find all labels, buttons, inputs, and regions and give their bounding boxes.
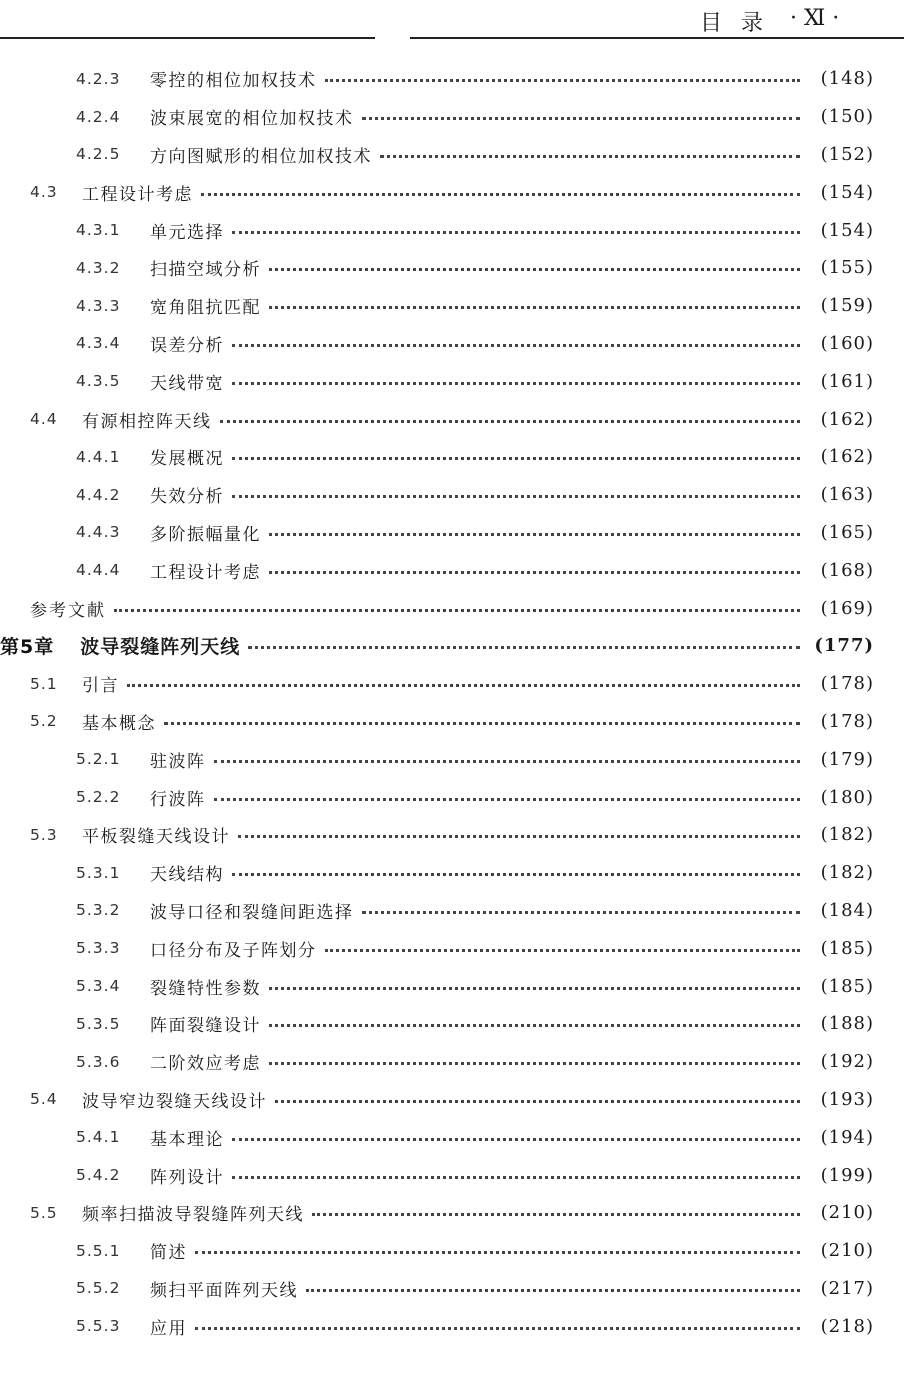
toc-entry-title: 应用 (150, 1318, 187, 1339)
toc-entry-title: 频率扫描波导裂缝阵列天线 (82, 1205, 304, 1226)
toc-entry-title: 多阶振幅量化 (150, 524, 261, 545)
dot-leader (325, 949, 801, 952)
toc-entry-body (76, 520, 904, 545)
toc-entry-body (30, 709, 904, 734)
toc-entry-number: 4.3.5 (76, 372, 121, 391)
dot-leader (232, 457, 800, 460)
toc-entry-page: (152) (820, 143, 874, 165)
toc-entry[interactable] (0, 211, 904, 249)
toc-entry[interactable] (0, 1232, 904, 1270)
toc-entry-number: 5.2.2 (76, 788, 121, 807)
toc-entry-number: 5.3.2 (76, 901, 121, 920)
toc-entry-page: (150) (820, 106, 874, 128)
toc-entry-number: 5.3.1 (76, 863, 121, 882)
toc-entry-title: 失效分析 (150, 487, 224, 508)
toc-chapter-entry[interactable] (0, 627, 904, 665)
toc-entry-body (76, 104, 904, 129)
dot-leader (269, 987, 800, 990)
dot-leader (195, 1327, 800, 1330)
toc-entry-title: 扫描空域分析 (150, 260, 261, 281)
toc-entry[interactable] (0, 740, 904, 778)
toc-entry-number: 4.4 (30, 410, 58, 429)
toc-entry-number: 4.2.5 (76, 145, 121, 164)
toc-entry-title: 工程设计考虑 (150, 562, 261, 583)
toc-entry-title: 基本概念 (82, 713, 156, 734)
toc-entry-page: (182) (820, 862, 874, 884)
toc-entry-number: 4.4.4 (76, 561, 121, 580)
toc-entry-body (76, 1238, 904, 1263)
toc-entry-title: 裂缝特性参数 (150, 978, 261, 999)
toc-entry-page: (193) (820, 1088, 874, 1110)
table-of-contents (0, 60, 904, 1345)
dot-leader (114, 609, 800, 612)
dot-leader (380, 155, 800, 158)
toc-entry-body (30, 407, 904, 432)
toc-entry[interactable] (0, 1307, 904, 1345)
toc-entry[interactable] (0, 287, 904, 325)
dot-leader (232, 344, 800, 347)
dot-leader (195, 1251, 800, 1254)
toc-entry[interactable] (0, 892, 904, 930)
toc-entry[interactable] (0, 325, 904, 363)
dot-leader (232, 231, 800, 234)
toc-entry-title: 波导裂缝阵列天线 (80, 636, 241, 659)
toc-entry-body (76, 255, 904, 280)
dot-leader (312, 1213, 800, 1216)
dot-leader (232, 495, 800, 498)
toc-entry-body (76, 898, 904, 923)
toc-entry-page: (159) (820, 295, 874, 317)
toc-entry[interactable] (0, 400, 904, 438)
toc-entry-body (76, 558, 904, 583)
toc-entry-number: 5.4 (30, 1090, 58, 1109)
toc-entry-page: (154) (820, 181, 874, 203)
toc-entry-number: 第5章 (0, 636, 55, 659)
toc-entry-page: (168) (820, 559, 874, 581)
dot-leader (214, 798, 801, 801)
toc-entry-number: 5.5.1 (76, 1241, 121, 1260)
toc-entry-number: 5.5.3 (76, 1317, 121, 1336)
toc-entry[interactable] (0, 362, 904, 400)
toc-entry-number: 4.3.2 (76, 258, 121, 277)
toc-entry-body (30, 180, 904, 205)
dot-leader (164, 722, 800, 725)
toc-entry-title: 宽角阻抗匹配 (150, 298, 261, 319)
toc-entry-number: 5.1 (30, 674, 58, 693)
toc-entry-page: (178) (820, 673, 874, 695)
toc-entry[interactable] (0, 589, 904, 627)
dot-leader (362, 117, 801, 120)
dot-leader (232, 873, 800, 876)
toc-entry-number: 4.2.4 (76, 107, 121, 126)
dot-leader (248, 646, 800, 649)
toc-entry-page: (154) (820, 219, 874, 241)
toc-entry[interactable] (0, 1270, 904, 1308)
toc-entry-title: 平板裂缝天线设计 (82, 827, 230, 848)
header-rule-right (410, 37, 904, 39)
toc-entry-body (76, 218, 904, 243)
dot-leader (232, 1176, 800, 1179)
toc-entry[interactable] (0, 514, 904, 552)
toc-entry-title: 波束展宽的相位加权技术 (150, 109, 354, 130)
toc-entry-page: (185) (820, 975, 874, 997)
dot-leader (269, 1024, 800, 1027)
toc-entry-body (0, 632, 904, 659)
dot-leader (201, 193, 800, 196)
dot-leader (269, 571, 800, 574)
toc-entry-title: 单元选择 (150, 222, 224, 243)
toc-entry-page: (180) (820, 786, 874, 808)
toc-entry-page: (188) (820, 1013, 874, 1035)
toc-entry-body (76, 1276, 904, 1301)
toc-entry-number: 4.3.3 (76, 296, 121, 315)
dot-leader (238, 835, 800, 838)
toc-entry-title: 天线结构 (150, 865, 224, 886)
toc-entry-number: 5.3.4 (76, 977, 121, 996)
dot-leader (214, 760, 801, 763)
dot-leader (269, 306, 800, 309)
toc-entry-number: 5.3 (30, 825, 58, 844)
toc-entry-number: 4.4.2 (76, 485, 121, 504)
toc-entry-title: 行波阵 (150, 789, 206, 810)
toc-entry-body (76, 293, 904, 318)
toc-entry[interactable] (0, 929, 904, 967)
toc-entry-page: (199) (820, 1164, 874, 1186)
toc-entry-number: 5.4.2 (76, 1166, 121, 1184)
toc-entry[interactable] (0, 249, 904, 287)
toc-entry[interactable] (0, 816, 904, 854)
toc-entry-page: (177) (814, 635, 874, 657)
toc-entry-body (30, 822, 904, 847)
toc-entry-body (76, 1011, 904, 1036)
toc-entry[interactable] (0, 1118, 904, 1156)
toc-entry-title: 波导窄边裂缝天线设计 (82, 1091, 267, 1112)
toc-entry-number: 5.3.5 (76, 1014, 121, 1033)
toc-entry-page: (218) (820, 1315, 874, 1337)
toc-entry-number: 5.2.1 (76, 750, 121, 769)
dot-leader (127, 684, 800, 687)
toc-entry-title: 频扫平面阵列天线 (150, 1280, 298, 1301)
toc-entry-body (76, 747, 904, 772)
toc-entry-body (76, 1125, 904, 1150)
running-title: 目 录 (700, 11, 769, 36)
toc-entry-title: 驻波阵 (150, 751, 206, 772)
toc-entry-title: 口径分布及子阵划分 (150, 940, 317, 961)
toc-entry-page: (182) (820, 824, 874, 846)
toc-entry-body (76, 444, 904, 469)
toc-entry[interactable] (0, 665, 904, 703)
toc-entry-title: 波导口径和裂缝间距选择 (150, 902, 354, 923)
toc-entry[interactable] (0, 1043, 904, 1081)
page-number: · Ⅺ · (790, 6, 840, 31)
toc-entry-number: 4.3 (30, 183, 58, 202)
toc-entry-page: (194) (820, 1126, 874, 1148)
dot-leader (269, 268, 800, 271)
toc-entry-number: 5.5 (30, 1203, 58, 1222)
toc-entry-title: 阵面裂缝设计 (150, 1016, 261, 1037)
toc-entry-body (76, 331, 904, 356)
toc-entry-number: 4.4.3 (76, 523, 121, 542)
toc-entry-number: 4.2.3 (76, 69, 121, 88)
toc-entry[interactable] (0, 967, 904, 1005)
dot-leader (306, 1289, 800, 1292)
toc-entry[interactable] (0, 854, 904, 892)
toc-entry-title: 阵列设计 (150, 1167, 224, 1188)
toc-entry-body (76, 974, 904, 999)
toc-entry-title: 工程设计考虑 (82, 184, 193, 205)
toc-entry-page: (148) (820, 68, 874, 90)
toc-entry-title: 天线带宽 (150, 373, 224, 394)
toc-entry-body (76, 936, 904, 961)
toc-entry-page: (160) (820, 332, 874, 354)
toc-entry-title: 引言 (82, 676, 119, 697)
toc-entry-page: (185) (820, 937, 874, 959)
toc-entry[interactable] (0, 476, 904, 514)
toc-entry-number: 4.3.1 (76, 221, 121, 240)
toc-entry-body (76, 860, 904, 885)
toc-entry-page: (217) (820, 1277, 874, 1299)
toc-entry-title: 简述 (150, 1243, 187, 1264)
toc-entry[interactable] (0, 1005, 904, 1043)
toc-entry-number: 4.3.4 (76, 334, 121, 353)
toc-entry-body (76, 369, 904, 394)
dot-leader (269, 533, 800, 536)
toc-entry-body (76, 785, 904, 810)
toc-entry[interactable] (0, 60, 904, 98)
toc-entry[interactable] (0, 98, 904, 136)
dot-leader (220, 420, 801, 423)
toc-entry-number: 5.3.6 (76, 1052, 121, 1071)
page-header (0, 0, 904, 44)
toc-entry-title: 误差分析 (150, 335, 224, 356)
dot-leader (269, 1062, 800, 1065)
toc-entry-body (76, 1314, 904, 1339)
toc-entry-title: 基本理论 (150, 1129, 224, 1150)
dot-leader (362, 911, 801, 914)
toc-entry[interactable] (0, 703, 904, 741)
toc-entry-title: 参考文献 (30, 600, 106, 621)
toc-entry-page: (210) (820, 1202, 874, 1224)
toc-entry-body (76, 1049, 904, 1074)
toc-entry-number: 5.3.3 (76, 939, 121, 958)
toc-entry-page: (178) (820, 710, 874, 732)
toc-entry[interactable] (0, 1194, 904, 1232)
toc-entry[interactable] (0, 136, 904, 174)
dot-leader (325, 79, 801, 82)
toc-entry-title: 零控的相位加权技术 (150, 71, 317, 92)
toc-entry-page: (210) (820, 1240, 874, 1262)
toc-entry-page: (155) (820, 257, 874, 279)
toc-entry-page: (165) (820, 521, 874, 543)
toc-entry[interactable] (0, 173, 904, 211)
toc-entry-page: (192) (820, 1051, 874, 1073)
toc-entry-body (30, 1200, 904, 1225)
toc-entry[interactable] (0, 1081, 904, 1119)
toc-entry-title: 发展概况 (150, 449, 224, 470)
dot-leader (232, 1138, 800, 1141)
toc-entry-title: 方向图赋形的相位加权技术 (150, 146, 372, 167)
toc-entry-page: (162) (820, 446, 874, 468)
toc-entry-number: 4.4.1 (76, 447, 121, 466)
toc-entry-number: 5.5.2 (76, 1279, 121, 1298)
toc-entry-body (30, 671, 904, 696)
toc-entry[interactable] (0, 551, 904, 589)
toc-entry-title: 二阶效应考虑 (150, 1054, 261, 1075)
toc-entry-body (30, 1087, 904, 1112)
toc-entry-page: (169) (820, 597, 874, 619)
toc-entry-body (76, 482, 904, 507)
dot-leader (232, 382, 800, 385)
toc-entry-body (30, 596, 904, 621)
toc-entry-page: (179) (820, 748, 874, 770)
toc-entry-number: 5.4.1 (76, 1128, 121, 1147)
toc-entry-title: 有源相控阵天线 (82, 411, 212, 432)
toc-entry-body (76, 142, 904, 167)
toc-entry-number: 5.2 (30, 712, 58, 731)
header-rule-left (0, 37, 375, 39)
dot-leader (275, 1100, 800, 1103)
toc-entry-page: (163) (820, 484, 874, 506)
toc-entry[interactable] (0, 1156, 904, 1194)
toc-entry-page: (161) (820, 370, 874, 392)
toc-entry[interactable] (0, 438, 904, 476)
toc-entry[interactable] (0, 778, 904, 816)
toc-entry-body (76, 66, 904, 91)
toc-entry-page: (162) (820, 408, 874, 430)
toc-entry-body (76, 1163, 904, 1188)
toc-entry-page: (184) (820, 899, 874, 921)
